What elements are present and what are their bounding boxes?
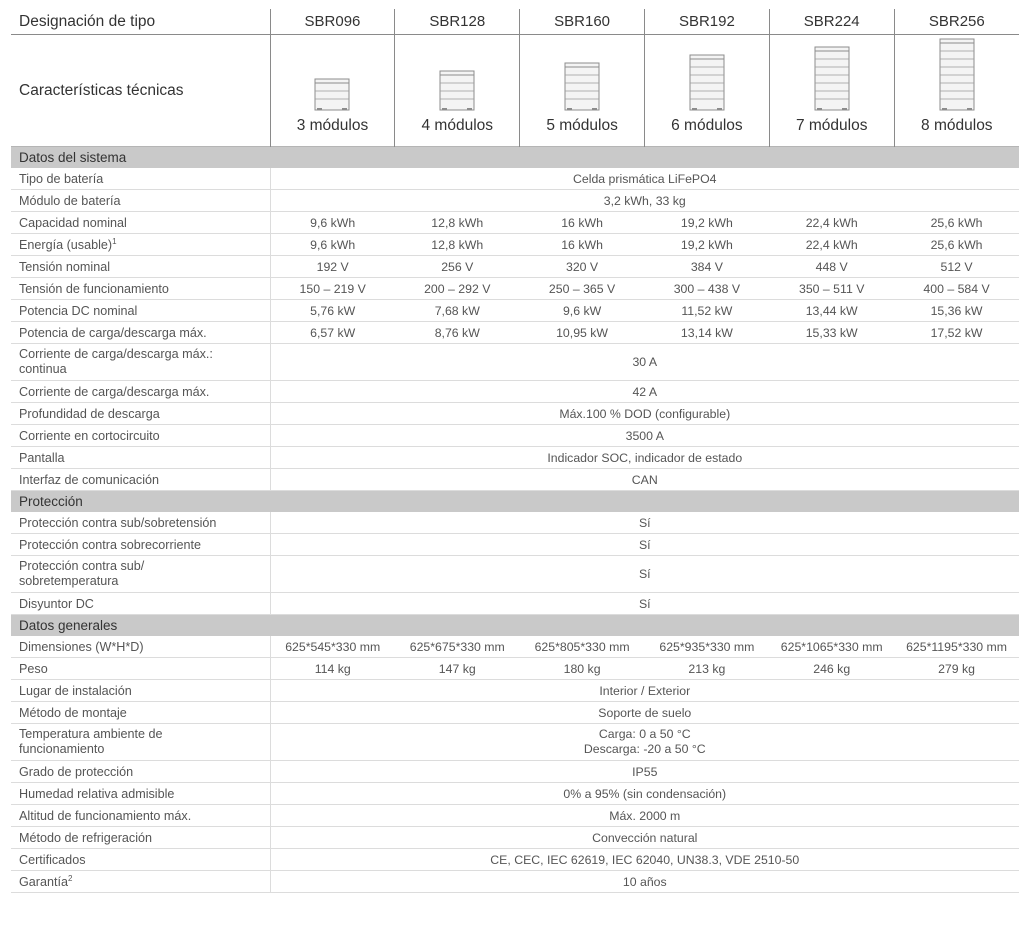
footnote-marker: 2: [68, 873, 73, 883]
row-humidity: Humedad relativa admisible 0% a 95% (sin condensación): [11, 783, 1019, 805]
battery-stack-icon: [439, 70, 475, 111]
model-header-row: [11, 9, 1019, 35]
row-overcurrent-protection: Protección contra sobrecorriente Sí: [11, 534, 1019, 556]
battery-stack-icon: [564, 62, 600, 111]
row-short-circuit: Corriente en cortocircuito 3500 A: [11, 425, 1019, 447]
row-max-charge-power: Potencia de carga/descarga máx. 6,57 kW 8,76 kW 10,95 kW 13,14 kW 15,33 kW 17,52 kW: [11, 322, 1019, 344]
row-warranty: Garantía$^2$ 10 años: [11, 871, 1019, 893]
row-display: Pantalla Indicador SOC, indicador de estado: [11, 447, 1019, 469]
row-overvoltage-protection: Protección contra sub/sobretensión Sí: [11, 512, 1019, 534]
row-depth-of-discharge: Profundidad de descarga Máx.100 % DOD (configurable): [11, 403, 1019, 425]
section-header-system: Datos del sistema: [11, 147, 1019, 169]
row-nominal-capacity: Capacidad nominal 9,6 kWh 12,8 kWh 16 kWh 19,2 kWh 22,4 kWh 25,6 kWh: [11, 212, 1019, 234]
row-weight: Peso 114 kg 147 kg 180 kg 213 kg 246 kg 279 kg: [11, 658, 1019, 680]
section-header-general: Datos generales: [11, 615, 1019, 637]
row-certificates: Certificados CE, CEC, IEC 62619, IEC 62040, UN38.3, VDE 2510-50: [11, 849, 1019, 871]
row-max-current: Corriente de carga/descarga máx. 42 A: [11, 381, 1019, 403]
row-mounting: Método de montaje Soporte de suelo: [11, 702, 1019, 724]
row-max-continuous-current: Corriente de carga/descarga máx.: continua 30 A: [11, 344, 1019, 381]
footnote-marker: 1: [112, 236, 117, 246]
row-altitude: Altitud de funcionamiento máx. Máx. 2000 m: [11, 805, 1019, 827]
spec-sheet: [11, 9, 1019, 893]
row-communication: Interfaz de comunicación CAN: [11, 469, 1019, 491]
row-usable-energy: Energía (usable)$^1$ 9,6 kWh 12,8 kWh 16 kWh 19,2 kWh 22,4 kWh 25,6 kWh: [11, 234, 1019, 256]
battery-stack-icon: [939, 38, 975, 111]
row-ip-rating: Grado de protección IP55: [11, 761, 1019, 783]
row-ambient-temperature: Temperatura ambiente de funcionamiento Carga: 0 a 50 °C Descarga: -20 a 50 °C: [11, 724, 1019, 761]
row-dimensions: Dimensiones (W*H*D) 625*545*330 mm 625*675*330 mm 625*805*330 mm 625*935*330 mm 625*1065*330 mm 625*1195*330 mm: [11, 636, 1019, 658]
model-name: SBR192: [644, 9, 769, 35]
module-count-label: 4 módulos: [421, 117, 494, 134]
row-battery-type: Tipo de batería Celda prismática LiFePO4: [11, 168, 1019, 190]
model-name: SBR160: [520, 9, 645, 35]
row-installation: Lugar de instalación Interior / Exterior: [11, 680, 1019, 702]
type-designation-label: Designación de tipo: [11, 9, 270, 35]
row-nominal-voltage: Tensión nominal 192 V 256 V 320 V 384 V 448 V 512 V: [11, 256, 1019, 278]
model-name: SBR224: [769, 9, 894, 35]
module-count-label: 3 módulos: [296, 117, 369, 134]
battery-stack-icon: [689, 54, 725, 111]
section-header-protection: Protección: [11, 491, 1019, 513]
battery-stack-icon: [314, 78, 350, 111]
model-name: SBR128: [395, 9, 520, 35]
module-count-label: 5 módulos: [546, 117, 618, 134]
module-image-row: [11, 35, 1019, 147]
spec-table: [11, 9, 1019, 893]
module-count-label: 8 módulos: [921, 117, 993, 134]
model-name: SBR256: [894, 9, 1019, 35]
row-dc-power: Potencia DC nominal 5,76 kW 7,68 kW 9,6 kW 11,52 kW 13,44 kW 15,36 kW: [11, 300, 1019, 322]
row-operating-voltage: Tensión de funcionamiento 150 – 219 V 200 – 292 V 250 – 365 V 300 – 438 V 350 – 511 V 400 – 584 V: [11, 278, 1019, 300]
row-cooling: Método de refrigeración Convección natural: [11, 827, 1019, 849]
row-battery-module: Módulo de batería 3,2 kWh, 33 kg: [11, 190, 1019, 212]
module-count-label: 7 módulos: [795, 117, 868, 134]
battery-stack-icon: [814, 46, 850, 111]
row-dc-breaker: Disyuntor DC Sí: [11, 593, 1019, 615]
module-count-label: 6 módulos: [671, 117, 743, 134]
model-name: SBR096: [270, 9, 395, 35]
row-temperature-protection: Protección contra sub/ sobretemperatura Sí: [11, 556, 1019, 593]
technical-characteristics-label: Características técnicas: [19, 81, 184, 99]
